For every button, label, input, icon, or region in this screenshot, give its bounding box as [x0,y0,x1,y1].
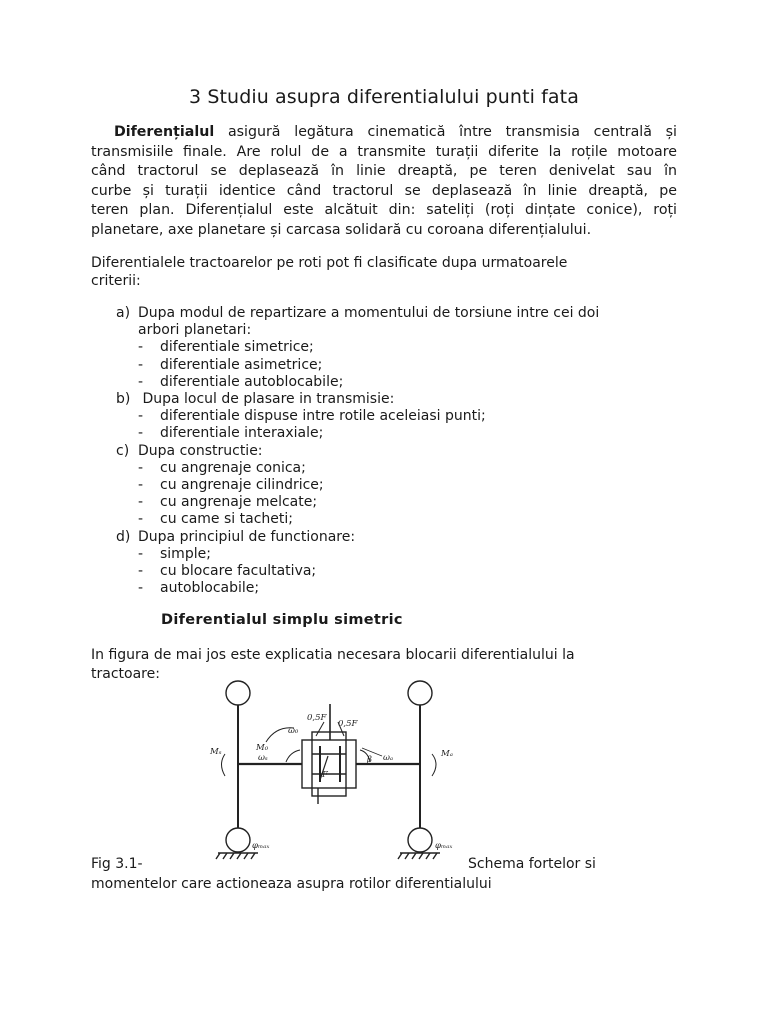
right-wheel-top [408,681,432,705]
criteria-list [116,305,676,597]
label-omega-right: ωₐ [383,753,394,763]
criteria-text: Dupa locul de plasare in transmisie: [138,391,395,408]
caption-line-2: momentelor care actioneaza asupra rotilor diferentialului [91,875,492,892]
intro-line-3: când tractorul se deplasează în linie dreaptă, pe teren denivelat sau în [91,163,677,180]
intro-line-2: transmisiile finale. Are rolul de a transmite turații diferite la roțile motoare [91,143,677,160]
list-item: - autoblocabile; [138,580,260,597]
list-item: - cu blocare facultativa; [138,563,317,580]
page-title: 3 Studiu asupra diferentialului punti fata [189,86,579,108]
differential-force-diagram [200,676,480,866]
differential-housing [302,740,356,788]
figure-caption [91,855,677,894]
list-item: - diferentiale asimetrice; [138,356,323,373]
list-item: - diferentiale simetrice; [138,339,314,356]
right-wheel-bottom [408,828,432,852]
label-moment-center: M₀ [256,743,269,753]
list-marker: c) [116,442,130,459]
classification-line-1: Diferentialele tractoarelor pe roti pot fi clasificate dupa urmatoarele [91,255,568,271]
label-moment-right: Mₐ [441,749,453,759]
criteria-item-a [116,305,676,322]
label-omega-top: ω₀ [288,726,299,736]
label-phi-left: φₘₐₓ [252,841,270,851]
label-phi-right: φₘₐₓ [435,841,453,851]
intro-paragraph [91,123,677,241]
intro-lead-bold: Diferențialul [114,124,215,140]
intro-line-5: teren plan. Diferențialul este alcătuit din: sateliți (roți dințate conice), roți [91,202,677,219]
criteria-item-c [116,443,676,460]
label-half-force-left: 0,5F [307,713,327,723]
label-half-force-right: 0,5F [338,719,358,729]
list-item: - diferentiale autoblocabile; [138,373,344,390]
criteria-text: Dupa principiul de functionare: [138,528,356,545]
list-item: - cu angrenaje melcate; [138,494,318,511]
left-wheel-bottom [226,828,250,852]
intro-line-4: curbe și turații identice când tractorul se deplasează în linie dreaptă, pe [91,182,677,199]
criteria-item-d [116,529,676,546]
classification-line-2: criterii: [91,272,141,289]
list-marker: d) [116,528,131,545]
label-moment-left: Mₛ [210,747,222,757]
list-item: - diferentiale dispuse intre rotile aceleiasi punti; [138,408,486,425]
criteria-item-b [116,391,676,408]
list-item: - cu angrenaje conica; [138,459,306,476]
label-force: F [322,770,328,780]
criteria-continuation: arbori planetari: [138,322,252,339]
label-omega-left: ωₛ [258,753,268,763]
intro-line-1 [91,123,677,143]
intro-line-1-rest: asigură legătura cinematică între transmisia centrală și [214,124,677,140]
list-item: - diferentiale interaxiale; [138,425,324,442]
list-item: - simple; [138,545,211,562]
caption-text-right: Schema fortelor si [468,856,596,872]
intro-line-6: planetare, axe planetare și carcasa solidară cu coroana diferențialului. [91,221,592,238]
list-marker: b) [116,391,131,408]
list-item: - cu angrenaje cilindrice; [138,477,324,494]
caption-label: Fig 3.1- [91,856,143,872]
label-beta: β [367,755,372,765]
left-wheel-top [226,681,250,705]
section-subheading: Diferentialul simplu simetric [161,612,403,628]
list-item: - cu came si tacheti; [138,511,293,528]
list-marker: a) [116,305,131,321]
classification-paragraph [91,255,677,290]
figure-intro-line-1: In figura de mai jos este explicatia necesara blocarii diferentialului la [91,647,575,663]
figure-intro-line-2: tractoare: [91,666,160,682]
criteria-text: Dupa modul de repartizare a momentului de torsiune intre cei doi [138,305,600,321]
criteria-text: Dupa constructie: [138,442,263,459]
